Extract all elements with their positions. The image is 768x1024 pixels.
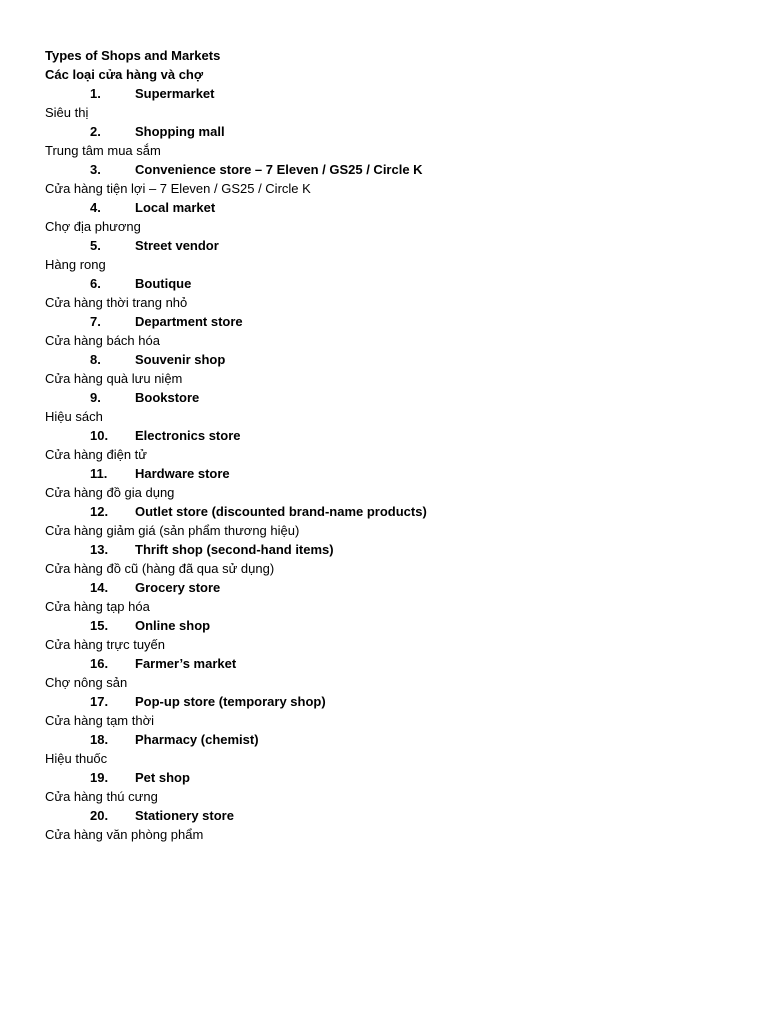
item-translation-vietnamese: Cửa hàng bách hóa [45, 333, 160, 348]
item-number: 7. [90, 314, 101, 329]
item-number: 10. [90, 428, 109, 443]
item-number: 4. [90, 200, 101, 215]
item-label-english: Grocery store [135, 580, 221, 595]
list-item [45, 540, 745, 559]
item-translation-vietnamese: Chợ địa phương [45, 219, 141, 234]
item-label-english: Stationery store [135, 808, 234, 823]
list-item [45, 350, 745, 369]
list-item [45, 122, 745, 141]
list-item [45, 198, 745, 217]
item-translation-vietnamese: Hiệu sách [45, 409, 103, 424]
item-number: 3. [90, 162, 101, 177]
item-number: 1. [90, 86, 101, 101]
list-item [45, 388, 745, 407]
list-item [45, 84, 745, 103]
item-translation-vietnamese: Siêu thị [45, 105, 89, 120]
list-item [45, 464, 745, 483]
item-number: 16. [90, 656, 109, 671]
item-number: 8. [90, 352, 101, 367]
item-number: 17. [90, 694, 109, 709]
item-translation-vietnamese: Cửa hàng đồ cũ (hàng đã qua sử dụng) [45, 561, 275, 576]
item-label-english: Local market [135, 200, 216, 215]
item-label-english: Pet shop [135, 770, 190, 785]
item-number: 15. [90, 618, 109, 633]
item-label-english: Farmer’s market [135, 656, 237, 671]
item-translation-vietnamese: Cửa hàng điện tử [45, 447, 147, 462]
item-number: 6. [90, 276, 101, 291]
item-number: 2. [90, 124, 101, 139]
list-item [45, 654, 745, 673]
list-item [45, 312, 745, 331]
list-item [45, 578, 745, 597]
item-label-english: Electronics store [135, 428, 241, 443]
item-translation-vietnamese: Cửa hàng tiện lợi – 7 Eleven / GS25 / Circle K [45, 181, 311, 196]
item-label-english: Hardware store [135, 466, 230, 481]
item-translation-vietnamese: Cửa hàng thời trang nhỏ [45, 295, 188, 310]
item-label-english: Outlet store (discounted brand-name products) [135, 504, 427, 519]
item-number: 19. [90, 770, 109, 785]
item-number: 14. [90, 580, 109, 595]
document-page [45, 46, 745, 844]
list-item [45, 426, 745, 445]
list-item [45, 160, 745, 179]
item-label-english: Pharmacy (chemist) [135, 732, 259, 747]
item-translation-vietnamese: Cửa hàng trực tuyến [45, 637, 166, 652]
item-label-english: Boutique [135, 276, 192, 291]
item-label-english: Street vendor [135, 238, 219, 253]
document-title-english: Types of Shops and Markets [45, 48, 221, 63]
item-label-english: Supermarket [135, 86, 215, 101]
item-number: 12. [90, 504, 109, 519]
item-label-english: Shopping mall [135, 124, 225, 139]
item-translation-vietnamese: Cửa hàng đồ gia dụng [45, 485, 175, 500]
list-item [45, 236, 745, 255]
item-label-english: Convenience store – 7 Eleven / GS25 / Circle K [135, 162, 423, 177]
item-translation-vietnamese: Cửa hàng giảm giá (sản phẩm thương hiệu) [45, 523, 300, 538]
item-label-english: Online shop [135, 618, 211, 633]
list-item [45, 768, 745, 787]
list-item [45, 502, 745, 521]
item-number: 11. [90, 466, 108, 481]
list-item [45, 274, 745, 293]
item-translation-vietnamese: Chợ nông sản [45, 675, 128, 690]
item-number: 20. [90, 808, 109, 823]
item-translation-vietnamese: Hiệu thuốc [45, 751, 108, 766]
item-label-english: Department store [135, 314, 243, 329]
item-translation-vietnamese: Hàng rong [45, 257, 106, 272]
item-label-english: Thrift shop (second-hand items) [135, 542, 334, 557]
list-item [45, 692, 745, 711]
item-translation-vietnamese: Cửa hàng văn phòng phẩm [45, 827, 204, 842]
item-translation-vietnamese: Cửa hàng tạp hóa [45, 599, 150, 614]
item-translation-vietnamese: Cửa hàng tạm thời [45, 713, 155, 728]
item-label-english: Bookstore [135, 390, 200, 405]
item-translation-vietnamese: Cửa hàng thú cưng [45, 789, 158, 804]
item-number: 13. [90, 542, 109, 557]
shop-type-list [45, 84, 745, 844]
item-number: 9. [90, 390, 101, 405]
item-translation-vietnamese: Trung tâm mua sắm [45, 143, 161, 158]
list-item [45, 806, 745, 825]
item-translation-vietnamese: Cửa hàng quà lưu niệm [45, 371, 183, 386]
item-number: 18. [90, 732, 109, 747]
item-label-english: Pop-up store (temporary shop) [135, 694, 326, 709]
list-item [45, 730, 745, 749]
item-number: 5. [90, 238, 101, 253]
document-title-vietnamese: Các loại cửa hàng và chợ [45, 67, 204, 82]
item-label-english: Souvenir shop [135, 352, 226, 367]
list-item [45, 616, 745, 635]
